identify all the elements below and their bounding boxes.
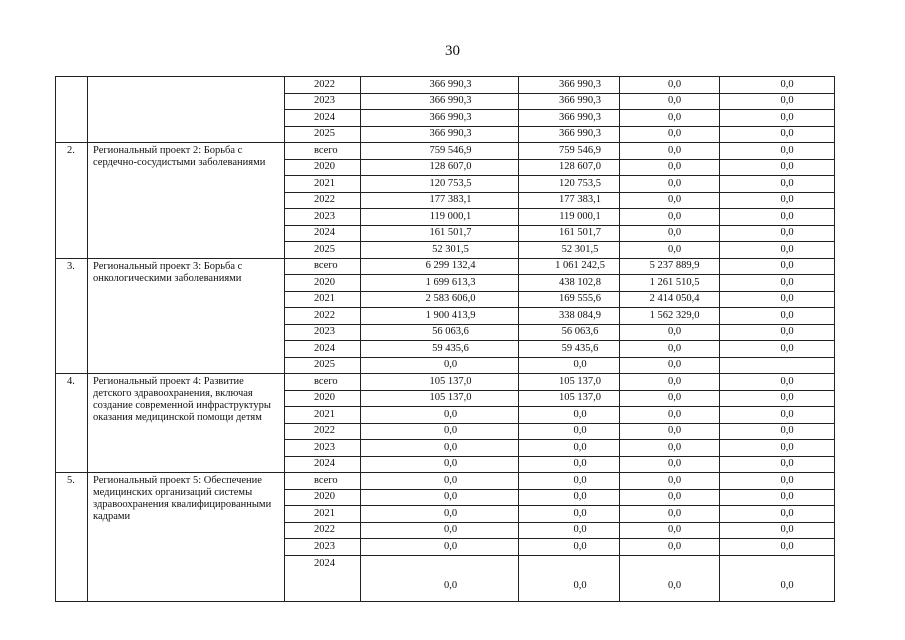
project-name: Региональный проект 4: Развитие детского здравоохранения, включая создание современной инфраструктуры оказания медицинской помощи детям (88, 374, 285, 473)
federal-budget-cell: 0,0 (620, 341, 720, 358)
regional-budget-cell: 0,0 (519, 357, 620, 374)
federal-budget-cell: 0,0 (620, 440, 720, 457)
total-cell: 0,0 (361, 555, 519, 601)
table-row (56, 258, 835, 275)
total-cell: 161 501,7 (361, 225, 519, 242)
other-source-cell: 0,0 (720, 143, 835, 160)
project-name: Региональный проект 2: Борьба с сердечно-сосудистыми заболеваниями (88, 143, 285, 259)
budget-table (55, 76, 835, 602)
total-cell: 0,0 (361, 489, 519, 506)
regional-budget-cell: 56 063,6 (519, 324, 620, 341)
federal-budget-cell: 0,0 (620, 209, 720, 226)
federal-budget-cell: 0,0 (620, 126, 720, 143)
regional-budget-cell: 105 137,0 (519, 390, 620, 407)
federal-budget-cell: 0,0 (620, 242, 720, 259)
federal-budget-cell: 1 261 510,5 (620, 275, 720, 292)
year-cell: 2024 (285, 225, 361, 242)
other-source-cell: 0,0 (720, 93, 835, 110)
year-cell: 2023 (285, 539, 361, 556)
federal-budget-cell: 0,0 (620, 110, 720, 127)
other-source-cell: 0,0 (720, 225, 835, 242)
total-cell: 105 137,0 (361, 374, 519, 391)
total-cell: 52 301,5 (361, 242, 519, 259)
total-cell: 0,0 (361, 522, 519, 539)
total-cell: 0,0 (361, 539, 519, 556)
year-cell: 2021 (285, 407, 361, 424)
regional-budget-cell: 120 753,5 (519, 176, 620, 193)
total-cell: 759 546,9 (361, 143, 519, 160)
other-source-cell: 0,0 (720, 192, 835, 209)
regional-budget-cell: 52 301,5 (519, 242, 620, 259)
federal-budget-cell: 0,0 (620, 324, 720, 341)
regional-budget-cell: 0,0 (519, 440, 620, 457)
total-cell: 177 383,1 (361, 192, 519, 209)
year-cell: 2024 (285, 456, 361, 473)
year-cell: 2022 (285, 77, 361, 94)
federal-budget-cell: 0,0 (620, 225, 720, 242)
total-cell: 128 607,0 (361, 159, 519, 176)
project-number: 5. (56, 473, 88, 602)
regional-budget-cell: 105 137,0 (519, 374, 620, 391)
other-source-cell: 0,0 (720, 539, 835, 556)
year-cell: 2021 (285, 291, 361, 308)
year-cell: 2020 (285, 159, 361, 176)
total-cell: 1 699 613,3 (361, 275, 519, 292)
other-source-cell: 0,0 (720, 341, 835, 358)
federal-budget-cell: 0,0 (620, 555, 720, 601)
regional-budget-cell: 1 061 242,5 (519, 258, 620, 275)
other-source-cell: 0,0 (720, 324, 835, 341)
federal-budget-cell: 0,0 (620, 93, 720, 110)
federal-budget-cell: 0,0 (620, 390, 720, 407)
other-source-cell: 0,0 (720, 489, 835, 506)
regional-budget-cell: 119 000,1 (519, 209, 620, 226)
federal-budget-cell: 0,0 (620, 506, 720, 523)
year-cell: 2023 (285, 324, 361, 341)
other-source-cell: 0,0 (720, 110, 835, 127)
year-cell: 2022 (285, 308, 361, 325)
regional-budget-cell: 0,0 (519, 506, 620, 523)
project-number (56, 77, 88, 143)
regional-budget-cell: 0,0 (519, 539, 620, 556)
federal-budget-cell: 0,0 (620, 489, 720, 506)
regional-budget-cell: 0,0 (519, 522, 620, 539)
total-cell: 0,0 (361, 357, 519, 374)
table-row (56, 374, 835, 391)
regional-budget-cell: 161 501,7 (519, 225, 620, 242)
total-cell: 366 990,3 (361, 93, 519, 110)
other-source-cell: 0,0 (720, 308, 835, 325)
year-cell: 2022 (285, 192, 361, 209)
regional-budget-cell: 0,0 (519, 407, 620, 424)
year-cell: 2022 (285, 522, 361, 539)
other-source-cell: 0,0 (720, 126, 835, 143)
table-row (56, 143, 835, 160)
other-source-cell: 0,0 (720, 258, 835, 275)
year-cell: 2025 (285, 126, 361, 143)
year-cell: 2024 (285, 341, 361, 358)
other-source-cell: 0,0 (720, 242, 835, 259)
other-source-cell: 0,0 (720, 407, 835, 424)
total-cell: 105 137,0 (361, 390, 519, 407)
regional-budget-cell: 128 607,0 (519, 159, 620, 176)
year-cell: всего (285, 143, 361, 160)
regional-budget-cell: 0,0 (519, 473, 620, 490)
year-cell: 2021 (285, 176, 361, 193)
total-cell: 56 063,6 (361, 324, 519, 341)
regional-budget-cell: 177 383,1 (519, 192, 620, 209)
other-source-cell: 0,0 (720, 522, 835, 539)
federal-budget-cell: 0,0 (620, 407, 720, 424)
total-cell: 0,0 (361, 473, 519, 490)
other-source-cell (720, 357, 835, 374)
federal-budget-cell: 0,0 (620, 176, 720, 193)
regional-budget-cell: 0,0 (519, 489, 620, 506)
federal-budget-cell: 1 562 329,0 (620, 308, 720, 325)
year-cell: 2025 (285, 357, 361, 374)
total-cell: 0,0 (361, 456, 519, 473)
regional-budget-cell: 759 546,9 (519, 143, 620, 160)
project-number: 2. (56, 143, 88, 259)
budget-table-body (56, 77, 835, 602)
federal-budget-cell: 5 237 889,9 (620, 258, 720, 275)
table-row (56, 77, 835, 94)
regional-budget-cell: 366 990,3 (519, 110, 620, 127)
year-cell: 2023 (285, 93, 361, 110)
federal-budget-cell: 0,0 (620, 159, 720, 176)
regional-budget-cell: 0,0 (519, 456, 620, 473)
regional-budget-cell: 338 084,9 (519, 308, 620, 325)
total-cell: 0,0 (361, 423, 519, 440)
federal-budget-cell: 0,0 (620, 456, 720, 473)
total-cell: 366 990,3 (361, 77, 519, 94)
total-cell: 0,0 (361, 407, 519, 424)
total-cell: 366 990,3 (361, 126, 519, 143)
total-cell: 59 435,6 (361, 341, 519, 358)
regional-budget-cell: 366 990,3 (519, 126, 620, 143)
other-source-cell: 0,0 (720, 555, 835, 601)
federal-budget-cell: 2 414 050,4 (620, 291, 720, 308)
other-source-cell: 0,0 (720, 456, 835, 473)
other-source-cell: 0,0 (720, 374, 835, 391)
federal-budget-cell: 0,0 (620, 143, 720, 160)
total-cell: 1 900 413,9 (361, 308, 519, 325)
regional-budget-cell: 59 435,6 (519, 341, 620, 358)
regional-budget-cell: 0,0 (519, 423, 620, 440)
year-cell: всего (285, 473, 361, 490)
year-cell: 2023 (285, 209, 361, 226)
project-name (88, 77, 285, 143)
total-cell: 366 990,3 (361, 110, 519, 127)
regional-budget-cell: 0,0 (519, 555, 620, 601)
federal-budget-cell: 0,0 (620, 539, 720, 556)
federal-budget-cell: 0,0 (620, 374, 720, 391)
regional-budget-cell: 366 990,3 (519, 93, 620, 110)
other-source-cell: 0,0 (720, 423, 835, 440)
year-cell: 2020 (285, 390, 361, 407)
total-cell: 6 299 132,4 (361, 258, 519, 275)
other-source-cell: 0,0 (720, 473, 835, 490)
year-cell: 2021 (285, 506, 361, 523)
other-source-cell: 0,0 (720, 176, 835, 193)
other-source-cell: 0,0 (720, 275, 835, 292)
other-source-cell: 0,0 (720, 159, 835, 176)
year-cell: 2020 (285, 489, 361, 506)
year-cell: 2025 (285, 242, 361, 259)
federal-budget-cell: 0,0 (620, 77, 720, 94)
federal-budget-cell: 0,0 (620, 473, 720, 490)
year-cell: 2023 (285, 440, 361, 457)
other-source-cell: 0,0 (720, 390, 835, 407)
page-number: 30 (445, 43, 460, 59)
total-cell: 2 583 606,0 (361, 291, 519, 308)
regional-budget-cell: 366 990,3 (519, 77, 620, 94)
regional-budget-cell: 438 102,8 (519, 275, 620, 292)
year-cell: 2022 (285, 423, 361, 440)
regional-budget-cell: 169 555,6 (519, 291, 620, 308)
year-cell: 2024 (285, 110, 361, 127)
federal-budget-cell: 0,0 (620, 522, 720, 539)
total-cell: 0,0 (361, 506, 519, 523)
project-name: Региональный проект 3: Борьба с онкологическими заболеваниями (88, 258, 285, 374)
project-number: 4. (56, 374, 88, 473)
total-cell: 119 000,1 (361, 209, 519, 226)
year-cell: всего (285, 374, 361, 391)
year-cell: всего (285, 258, 361, 275)
project-number: 3. (56, 258, 88, 374)
total-cell: 120 753,5 (361, 176, 519, 193)
federal-budget-cell: 0,0 (620, 192, 720, 209)
other-source-cell: 0,0 (720, 291, 835, 308)
year-cell: 2024 (285, 555, 361, 601)
table-row (56, 473, 835, 490)
federal-budget-cell: 0,0 (620, 423, 720, 440)
project-name: Региональный проект 5: Обеспечение медицинских организаций системы здравоохранения квалифицированными кадрами (88, 473, 285, 602)
total-cell: 0,0 (361, 440, 519, 457)
other-source-cell: 0,0 (720, 77, 835, 94)
other-source-cell: 0,0 (720, 209, 835, 226)
other-source-cell: 0,0 (720, 506, 835, 523)
federal-budget-cell: 0,0 (620, 357, 720, 374)
year-cell: 2020 (285, 275, 361, 292)
other-source-cell: 0,0 (720, 440, 835, 457)
